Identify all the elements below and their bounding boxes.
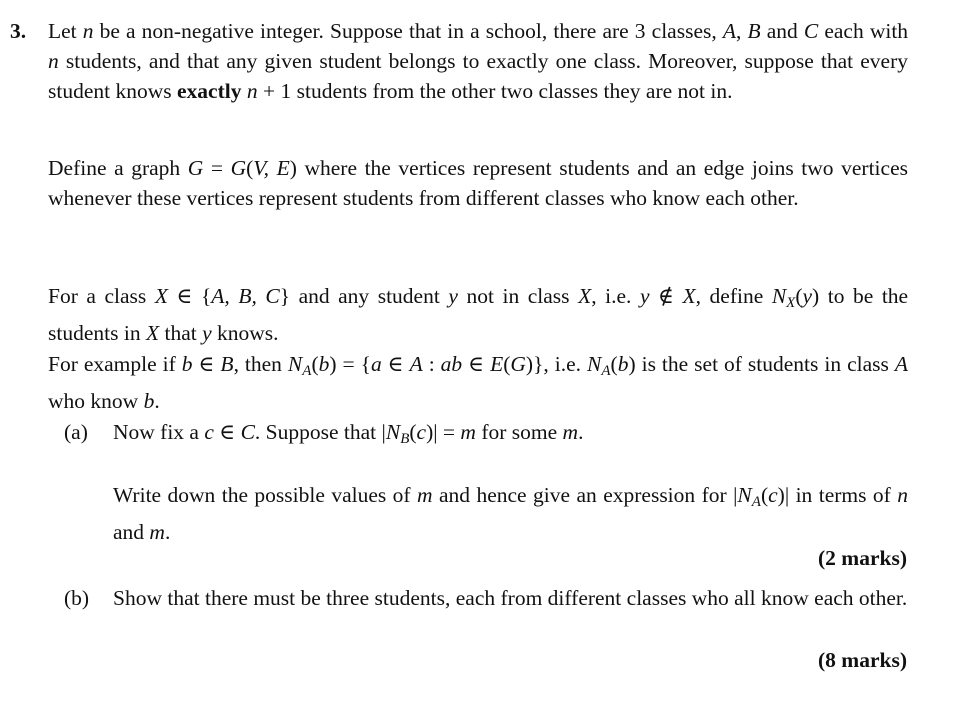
part-b-marks: (8 marks) [818, 648, 907, 672]
part-a-marks: (2 marks) [818, 546, 907, 570]
example-paragraph: For example if b ∈ B, then $N_A(b) = \{a$ ∈ A : ab ∈ E(G)}, i.e. $N_A(b)$ is the set of students in class A who know b. [48, 352, 909, 413]
question-number: 3. [10, 19, 27, 43]
part-a-instruction: Write down the possible values of m and hence give an expression for $|N_A(c)|$ in terms of n and m. [113, 483, 909, 544]
part-b-text: Show that there must be three students, each from different classes who all know each other. [113, 586, 908, 610]
graph-definition: Define a graph G = G(V, E) where the vertices represent students and an edge joins two vertices whenever these vertices represent students from different classes who know each other. [48, 156, 908, 210]
part-b-label: (b) [64, 586, 90, 610]
question-intro: Let n be a non-negative integer. Suppose that in a school, there are 3 classes, A, B and C each with n students, and that any given student belongs to exactly one class. Moreover, suppose that every student knows exactly n + 1 students from the other two classes they are not in. [48, 19, 909, 103]
part-a-label: (a) [64, 420, 88, 444]
neighbourhood-definition: For a class X ∈ {A, B, C} and any student y not in class X, i.e. y ∉ X, define $N_X(y)$ to be the students in X that y knows. [48, 284, 909, 345]
part-a-text: Now fix a c ∈ C. Suppose that $|N_B(c)| = m$ for some m. [113, 420, 584, 447]
